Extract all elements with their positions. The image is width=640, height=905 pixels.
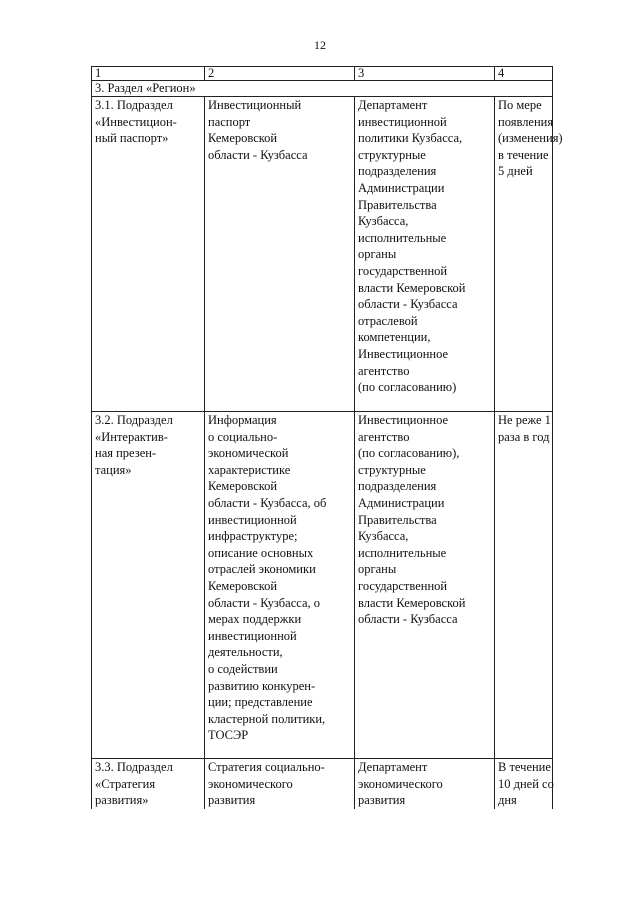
cell-text-line: тация» <box>95 462 132 477</box>
cell-text-line: развития» <box>95 793 149 808</box>
cell-text-line: По мере <box>498 98 542 112</box>
cell-text-line: развития <box>208 793 256 808</box>
cell-text-line: инвестиционной <box>208 628 297 643</box>
cell-text-line: дня <box>498 793 517 808</box>
cell-text-line: политики Кузбасса, <box>358 131 463 146</box>
content-cell <box>205 97 355 412</box>
cell-text-line: экономического <box>208 776 293 791</box>
subsection-name-cell <box>92 759 205 810</box>
subsection-name-cell <box>92 412 205 759</box>
cell-text-line: «Стратегия <box>95 776 156 791</box>
cell-text-line: мерах поддержки <box>208 612 302 627</box>
cell-text-line: Департамент <box>358 98 428 112</box>
cell-text-line: экономической <box>208 446 289 461</box>
subsection-name-cell <box>92 97 205 412</box>
cell-text-line: о социально- <box>208 429 278 444</box>
cell-text-line: в течение <box>498 147 549 162</box>
cell-text-line: Правительства <box>358 512 437 527</box>
cell-text-line: паспорт <box>208 114 251 129</box>
cell-text-line: (по согласованию), <box>358 446 460 461</box>
responsible-cell <box>355 759 495 810</box>
cell-text-line: раза в год <box>498 429 550 444</box>
cell-text-line: области - Кузбасса, об <box>208 495 327 510</box>
cell-text-line: описание основных <box>208 545 314 560</box>
cell-text-line: кластерной политики, <box>208 711 326 726</box>
cell-text-line: появления <box>498 114 554 129</box>
cell-text-line: власти Кемеровской <box>358 280 466 295</box>
cell-text-line: власти Кемеровской <box>358 595 466 610</box>
cell-text-line: исполнительные <box>358 545 447 560</box>
cell-text-line: области - Кузбасса, о <box>208 595 320 610</box>
cell-text-line: 3.3. Подраздел <box>95 760 173 774</box>
cell-text-line: Департамент <box>358 760 428 774</box>
cell-text-line: ная презен- <box>95 446 157 461</box>
cell-text-line: Кузбасса, <box>358 529 409 544</box>
content-cell <box>205 412 355 759</box>
cell-text-line: исполнительные <box>358 230 447 245</box>
responsible-cell <box>355 97 495 412</box>
cell-text-line: (по согласованию) <box>358 380 457 395</box>
cell-text-line: органы <box>358 247 397 262</box>
cell-text-line: подразделения <box>358 164 437 179</box>
cell-text-line: ТОСЭР <box>208 728 249 743</box>
cell-text-line: Инвестиционное <box>358 413 449 427</box>
cell-text-line: агентство <box>358 363 410 378</box>
column-header-3: 3 <box>355 67 495 81</box>
cell-text-line: структурные <box>358 147 426 162</box>
deadline-cell <box>495 759 553 810</box>
cell-text-line: области - Кузбасса <box>358 612 458 627</box>
cell-text-line: органы <box>358 562 397 577</box>
table-row <box>92 97 553 412</box>
cell-text-line: (изменения) <box>498 131 563 146</box>
cell-text-line: характеристике <box>208 462 291 477</box>
cell-text-line: Инвестиционное <box>358 346 449 361</box>
cell-text-line: В течение <box>498 760 551 774</box>
cell-text-line: Администрации <box>358 180 445 195</box>
cell-text-line: отраслей экономики <box>208 562 316 577</box>
page-number: 12 <box>314 38 326 52</box>
cell-text-line: Администрации <box>358 495 445 510</box>
cell-text-line: экономического <box>358 776 443 791</box>
cell-text-line: государственной <box>358 263 448 278</box>
column-header-4: 4 <box>495 67 553 81</box>
cell-text-line: развитию конкурен- <box>208 678 316 693</box>
cell-text-line: инвестиционной <box>358 114 447 129</box>
cell-text-line: Правительства <box>358 197 437 212</box>
table-row <box>92 759 553 810</box>
cell-text-line: компетенции, <box>358 330 431 345</box>
cell-text-line: «Инвестицион- <box>95 114 177 129</box>
cell-text-line: Не реже 1 <box>498 413 551 427</box>
cell-text-line: ции; представление <box>208 695 313 710</box>
cell-text-line: структурные <box>358 462 426 477</box>
cell-text-line: инвестиционной <box>208 512 297 527</box>
responsible-cell <box>355 412 495 759</box>
cell-text-line: деятельности, <box>208 645 283 660</box>
cell-text-line: Кузбасса, <box>358 214 409 229</box>
cell-text-line: Информация <box>208 413 277 427</box>
cell-text-line: области - Кузбасса <box>208 147 308 162</box>
cell-text-line: о содействии <box>208 661 278 676</box>
cell-text-line: Кемеровской <box>208 131 278 146</box>
cell-text-line: 3.2. Подраздел <box>95 413 173 427</box>
content-cell <box>205 759 355 810</box>
cell-text-line: Инвестиционный <box>208 98 302 112</box>
cell-text-line: Стратегия социально- <box>208 760 325 774</box>
cell-text-line: Кемеровской <box>208 479 278 494</box>
cell-text-line: 3.1. Подраздел <box>95 98 173 112</box>
cell-text-line: «Интерактив- <box>95 429 168 444</box>
column-header-2: 2 <box>205 67 355 81</box>
cell-text-line: агентство <box>358 429 410 444</box>
document-table <box>91 66 563 809</box>
cell-text-line: 5 дней <box>498 164 533 179</box>
table-row <box>92 412 553 759</box>
cell-text-line: ный паспорт» <box>95 131 169 146</box>
cell-text-line: области - Кузбасса <box>358 297 458 312</box>
cell-text-line: Кемеровской <box>208 578 278 593</box>
cell-text-line: подразделения <box>358 479 437 494</box>
cell-text-line: отраслевой <box>358 313 418 328</box>
column-number-row <box>92 67 553 81</box>
cell-text-line: 10 дней со <box>498 776 554 791</box>
deadline-cell <box>495 412 553 759</box>
cell-text-line: развития <box>358 793 406 808</box>
section-row <box>92 81 553 97</box>
cell-text-line: инфраструктуре; <box>208 529 298 544</box>
column-header-1: 1 <box>92 67 205 81</box>
cell-text-line: государственной <box>358 578 448 593</box>
section-title: 3. Раздел «Регион» <box>92 81 553 97</box>
deadline-cell <box>495 97 563 412</box>
